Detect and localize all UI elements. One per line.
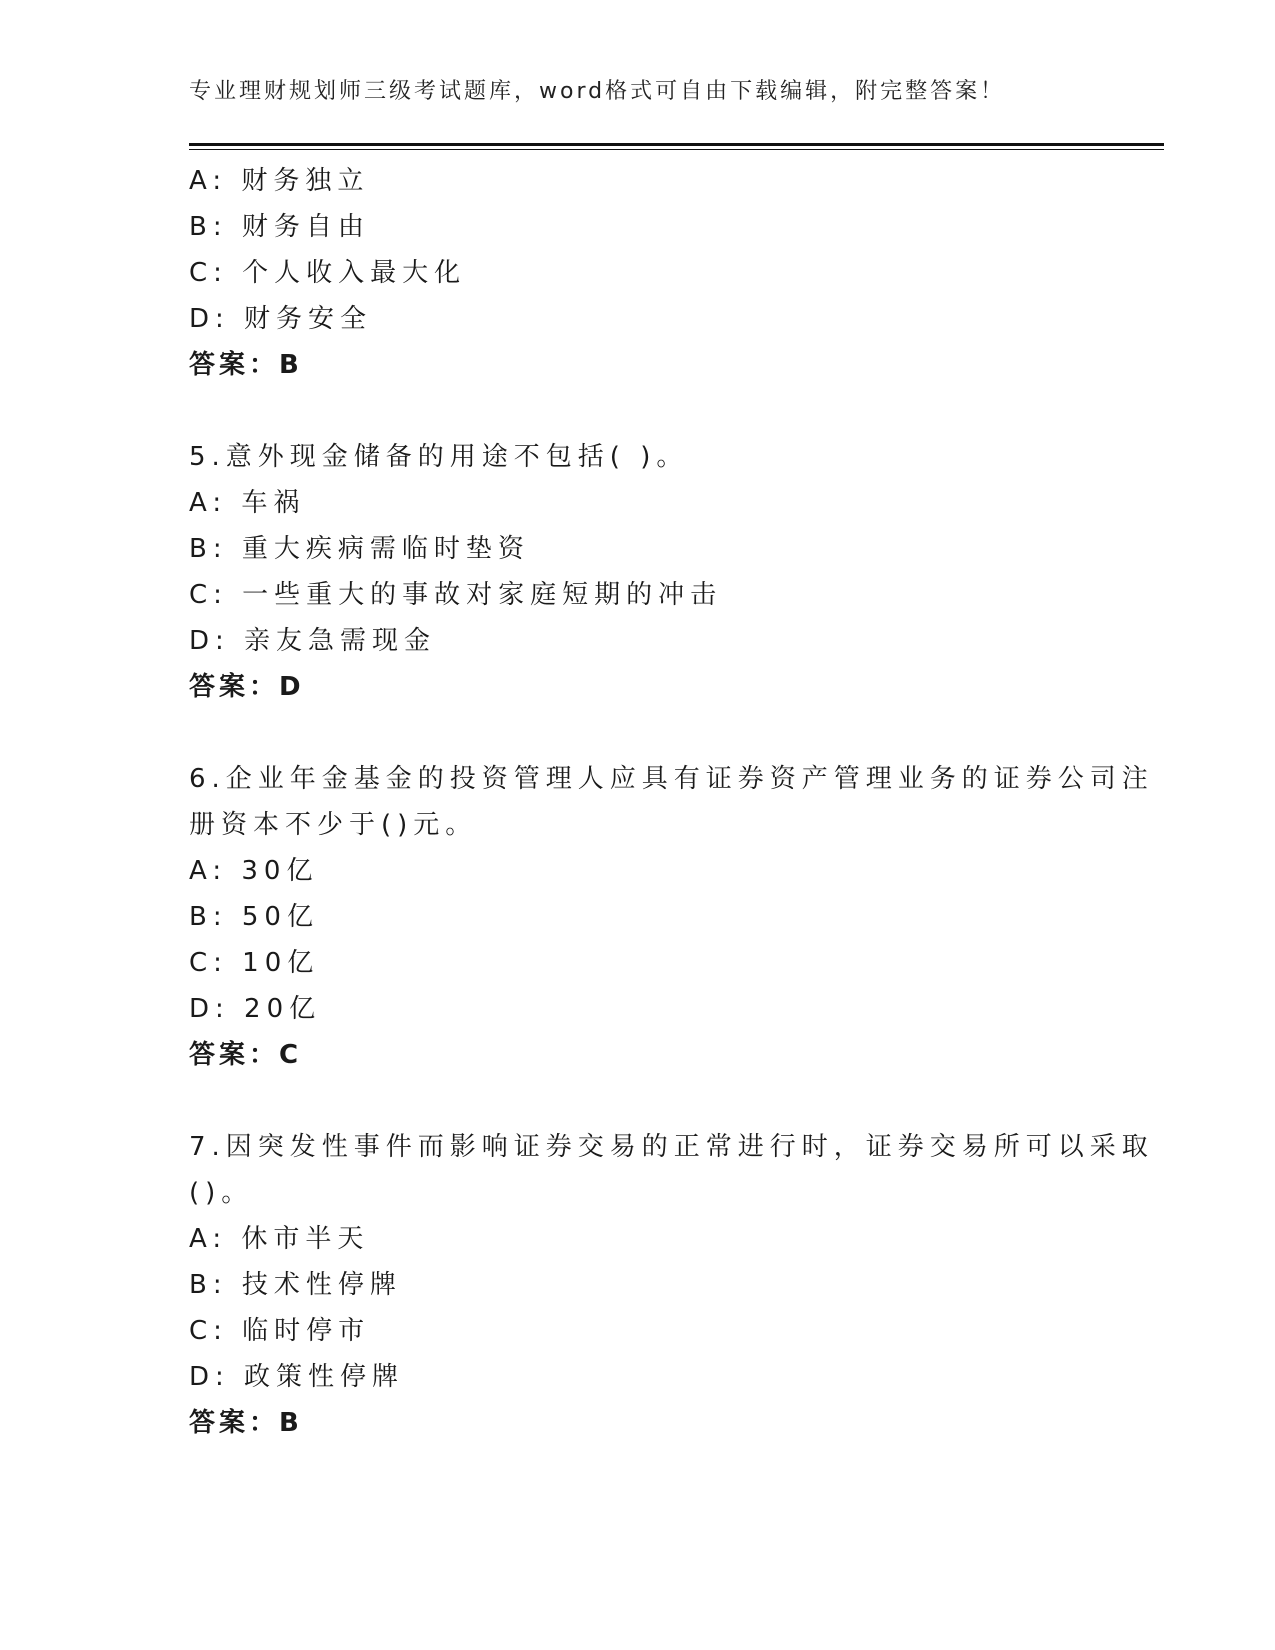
option-b: B: 50亿 [189,902,319,932]
option-d: D: 政策性停牌 [189,1362,405,1392]
question-text-line-2: ()。 [189,1178,254,1208]
question-text: 5.意外现金储备的用途不包括( )。 [189,442,689,472]
spacer [189,388,1089,434]
option-d: D: 财务安全 [189,304,373,334]
question-7-block [189,1124,1154,1446]
option-a: A: 车祸 [189,488,306,518]
question-text-line-1: 7.因突发性事件而影响证券交易的正常进行时，证券交易所可以采取 [189,1132,1154,1162]
spacer [189,1078,1089,1124]
header-rule-thick [189,143,1164,146]
option-b: B: 财务自由 [189,212,370,242]
option-c: C: 个人收入最大化 [189,258,467,288]
header-rule-thin [189,149,1164,150]
option-b: B: 技术性停牌 [189,1270,402,1300]
answer-line: 答案：C [189,1040,303,1070]
answer-line: 答案：D [189,672,305,702]
question-5-block [189,434,1089,710]
option-c: C: 临时停市 [189,1316,371,1346]
option-a: A: 财务独立 [189,166,370,196]
question-list [189,158,1154,1446]
page-header: 专业理财规划师三级考试题库，word格式可自由下载编辑，附完整答案！ [189,79,1006,104]
question-text-line-2: 册资本不少于()元。 [189,810,478,840]
option-a: A: 30亿 [189,856,319,886]
option-d: D: 亲友急需现金 [189,626,437,656]
option-c: C: 10亿 [189,948,320,978]
question-4-block [189,158,1089,388]
option-d: D: 20亿 [189,994,322,1024]
option-a: A: 休市半天 [189,1224,370,1254]
answer-line: 答案：B [189,350,303,380]
question-6-block [189,756,1154,1078]
option-b: B: 重大疾病需临时垫资 [189,534,530,564]
question-text-line-1: 6.企业年金基金的投资管理人应具有证券资产管理业务的证券公司注 [189,764,1154,794]
answer-line: 答案：B [189,1408,303,1438]
option-c: C: 一些重大的事故对家庭短期的冲击 [189,580,723,610]
spacer [189,710,1089,756]
